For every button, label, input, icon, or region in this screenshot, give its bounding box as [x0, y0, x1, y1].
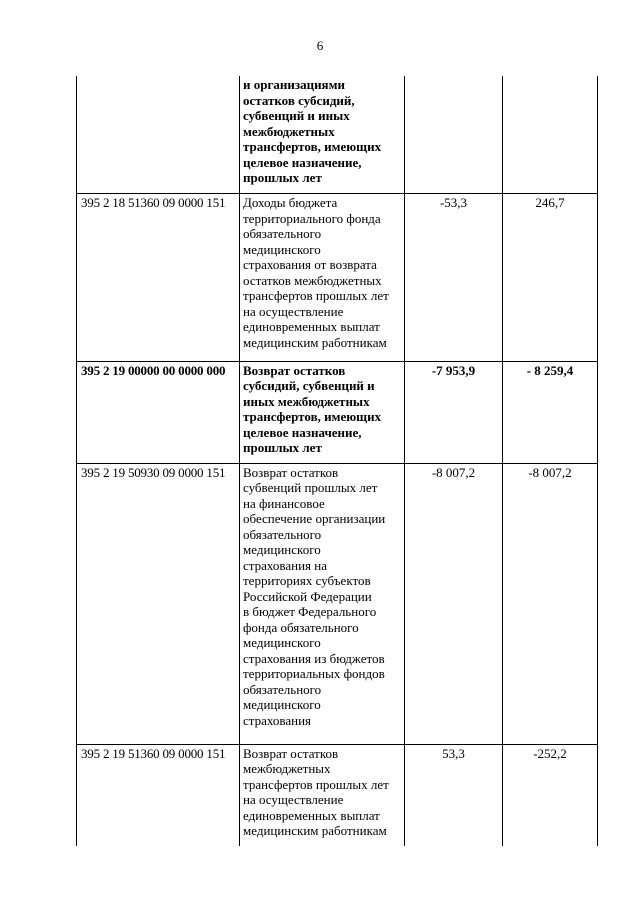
- description-line: на осуществление: [243, 303, 344, 319]
- table-row: [77, 744, 598, 846]
- table-row: [77, 361, 598, 463]
- description-line: территориях субъектов: [243, 573, 371, 589]
- description-cell: [240, 744, 405, 846]
- description-cell: [240, 463, 405, 744]
- description-line: прошлых лет: [243, 440, 322, 456]
- description-line: обязательного: [243, 226, 322, 242]
- budget-code-cell: [77, 76, 240, 194]
- description-line: Возврат остатков: [243, 464, 339, 480]
- value-1-cell: 53,3: [405, 744, 503, 846]
- description-line: страхования от возврата: [243, 257, 377, 273]
- value-2-cell: 246,7: [503, 194, 598, 361]
- description-line: обязательного: [243, 526, 322, 542]
- description-line: иных межбюджетных: [243, 393, 370, 409]
- description-line: Возврат остатков: [243, 362, 346, 378]
- description-line: на финансовое: [243, 495, 325, 511]
- description-line: субвенций прошлых лет: [243, 480, 378, 496]
- description-line: трансфертов прошлых лет: [243, 776, 389, 792]
- description-line: страхования: [243, 712, 312, 728]
- value-1-cell: -7 953,9: [405, 361, 503, 463]
- description-line: медицинского: [243, 241, 321, 257]
- description-line: трансфертов, имеющих: [243, 139, 382, 154]
- value-2-cell: -252,2: [503, 744, 598, 846]
- description-line: Российской Федерации: [243, 588, 372, 604]
- budget-code-cell: 395 2 18 51360 09 0000 151: [77, 194, 240, 361]
- description-line: обеспечение организации: [243, 511, 386, 527]
- description-line: медицинским работникам: [243, 823, 387, 839]
- description-line: остатков межбюджетных: [243, 272, 382, 288]
- budget-code-cell: 395 2 19 00000 00 0000 000: [77, 361, 240, 463]
- description-line: прошлых лет: [243, 170, 322, 185]
- description-line: на осуществление: [243, 792, 344, 808]
- description-line: единовременных выплат: [243, 319, 380, 335]
- description-cell: [240, 361, 405, 463]
- description-line: территориальных фондов: [243, 666, 385, 682]
- budget-code-cell: 395 2 19 51360 09 0000 151: [77, 744, 240, 846]
- table-row: [77, 463, 598, 744]
- budget-code-cell: 395 2 19 50930 09 0000 151: [77, 463, 240, 744]
- description-line: и организациями: [243, 77, 345, 92]
- description-line: страхования на: [243, 557, 327, 573]
- description-line: трансфертов, имеющих: [243, 409, 382, 425]
- description-line: Возврат остатков: [243, 745, 339, 761]
- description-line: целевое назначение,: [243, 424, 362, 440]
- description-line: медицинского: [243, 635, 321, 651]
- description-line: Доходы бюджета: [243, 195, 338, 211]
- table-row: [77, 76, 598, 194]
- description-line: обязательного: [243, 681, 322, 697]
- value-2-cell: [503, 76, 598, 194]
- value-2-cell: -8 007,2: [503, 463, 598, 744]
- table-body: [77, 76, 598, 846]
- description-line: субвенций и иных: [243, 108, 350, 123]
- description-line: целевое назначение,: [243, 154, 362, 170]
- value-2-cell: - 8 259,4: [503, 361, 598, 463]
- description-line: территориального фонда: [243, 210, 381, 226]
- page-number: 6: [316, 38, 324, 53]
- description-line: межбюджетных: [243, 123, 335, 139]
- table-row: [77, 194, 598, 361]
- description-line: медицинским работникам: [243, 334, 387, 350]
- description-line: в бюджет Федерального: [243, 604, 377, 620]
- budget-table: [76, 76, 598, 846]
- description-line: медицинского: [243, 542, 321, 558]
- description-line: межбюджетных: [243, 761, 331, 777]
- description-cell: [240, 194, 405, 361]
- value-1-cell: -8 007,2: [405, 463, 503, 744]
- description-line: страхования из бюджетов: [243, 650, 385, 666]
- description-line: остатков субсидий,: [243, 92, 355, 108]
- description-line: медицинского: [243, 697, 321, 713]
- description-line: субсидий, субвенций и: [243, 378, 375, 394]
- value-1-cell: [405, 76, 503, 194]
- description-line: единовременных выплат: [243, 807, 380, 823]
- value-1-cell: -53,3: [405, 194, 503, 361]
- description-cell: [240, 76, 405, 194]
- description-line: трансфертов прошлых лет: [243, 288, 389, 304]
- description-line: фонда обязательного: [243, 619, 359, 635]
